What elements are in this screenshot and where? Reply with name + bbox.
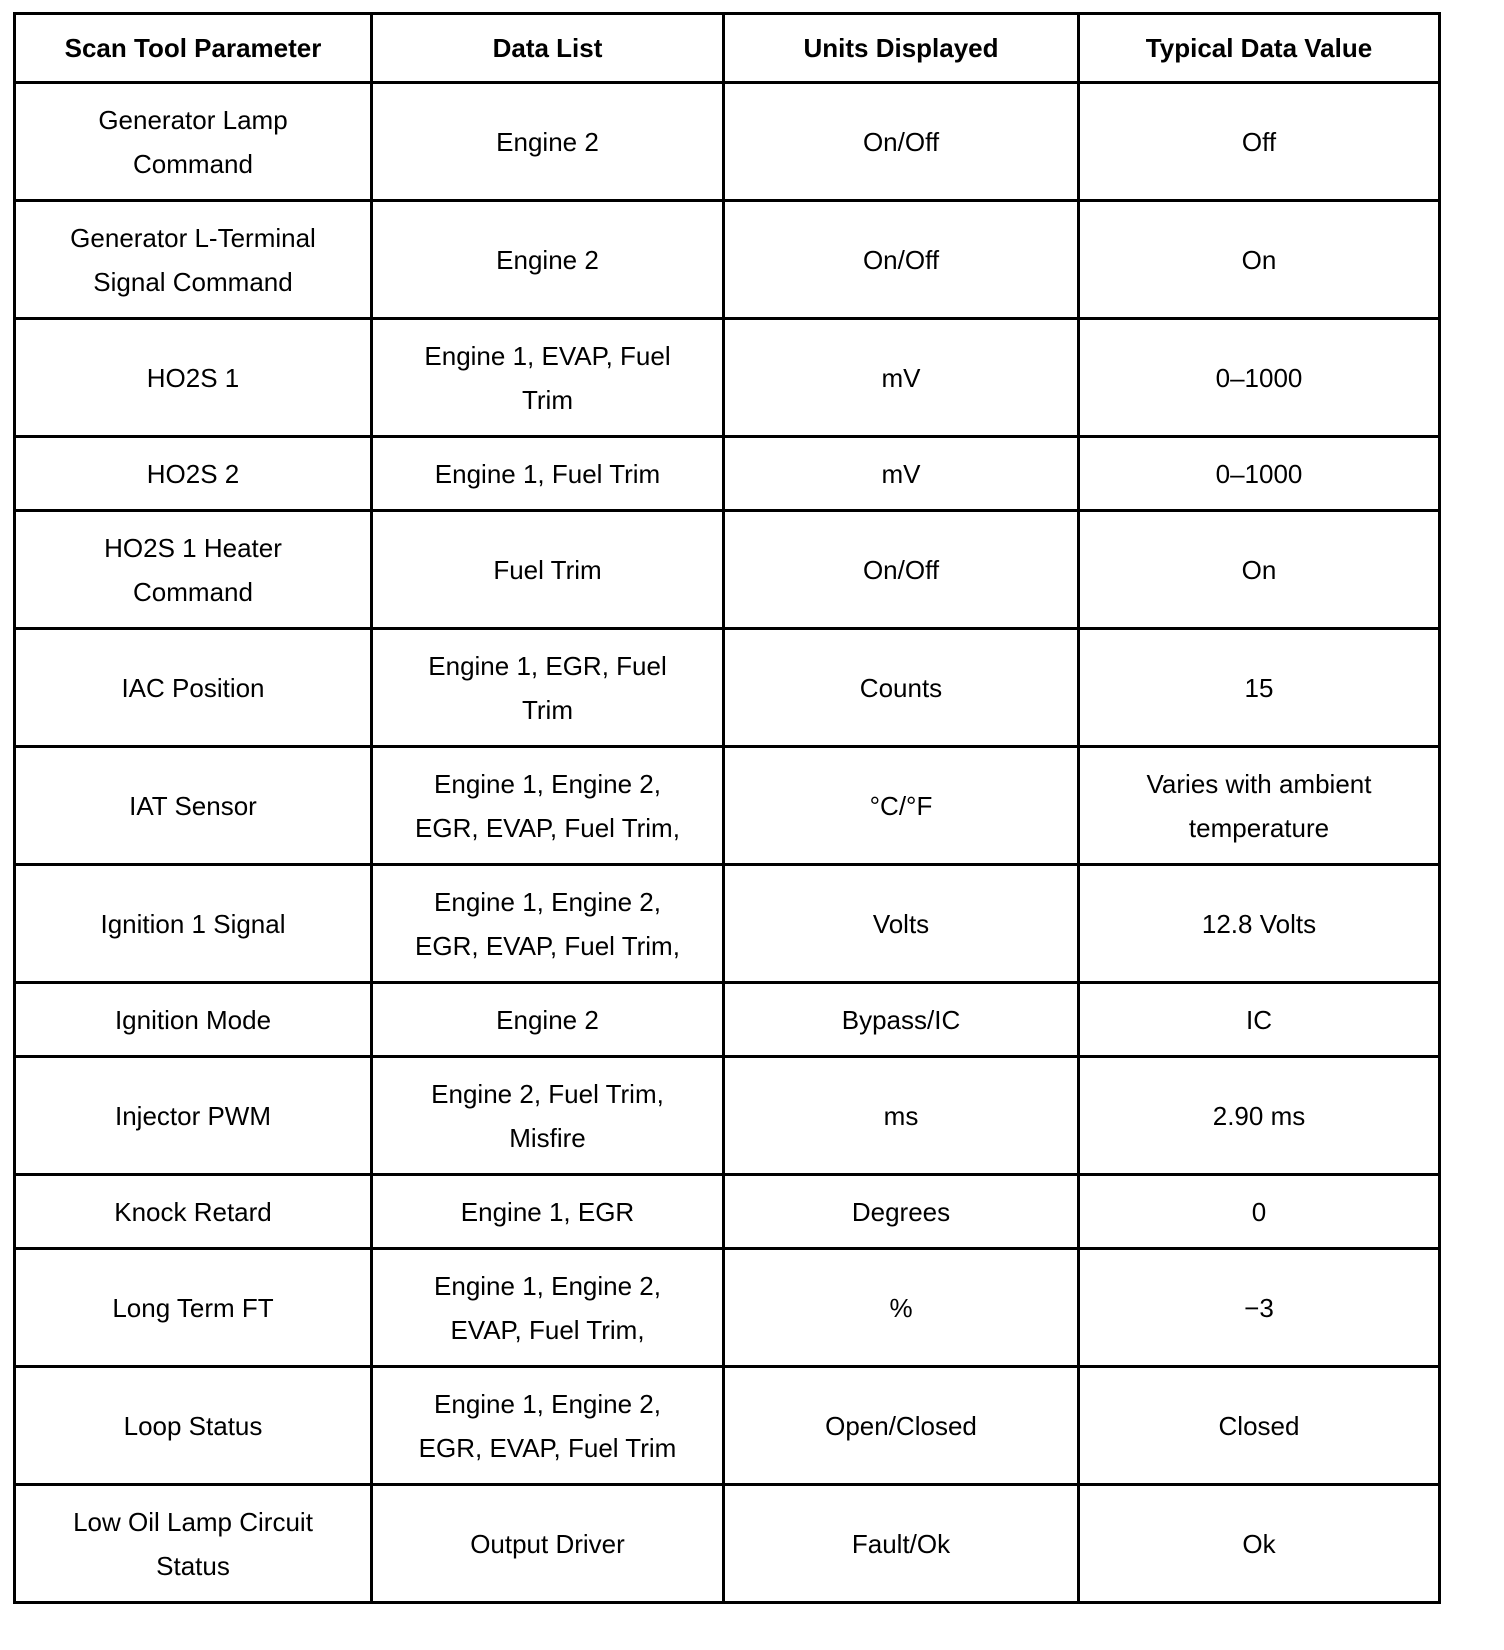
cell-typical-value: On xyxy=(1079,511,1440,629)
header-data-list: Data List xyxy=(372,14,724,83)
cell-data-list: Output Driver xyxy=(372,1485,724,1603)
scan-tool-data-table xyxy=(13,12,1441,1604)
cell-data-list: Engine 2 xyxy=(372,83,724,201)
cell-units: mV xyxy=(724,437,1079,511)
table-row xyxy=(15,1175,1440,1249)
cell-parameter: Knock Retard xyxy=(15,1175,372,1249)
cell-units: Fault/Ok xyxy=(724,1485,1079,1603)
cell-typical-value: 15 xyxy=(1079,629,1440,747)
cell-parameter: Long Term FT xyxy=(15,1249,372,1367)
cell-parameter: HO2S 1 xyxy=(15,319,372,437)
cell-typical-value: 12.8 Volts xyxy=(1079,865,1440,983)
cell-typical-value: Varies with ambient temperature xyxy=(1079,747,1440,865)
cell-data-list: Engine 2 xyxy=(372,983,724,1057)
table-row xyxy=(15,511,1440,629)
cell-units: mV xyxy=(724,319,1079,437)
cell-parameter: IAT Sensor xyxy=(15,747,372,865)
cell-data-list: Engine 1, Fuel Trim xyxy=(372,437,724,511)
cell-units: On/Off xyxy=(724,83,1079,201)
table-row xyxy=(15,983,1440,1057)
header-scan-tool-parameter: Scan Tool Parameter xyxy=(15,14,372,83)
table-header-row xyxy=(15,14,1440,83)
cell-parameter: Loop Status xyxy=(15,1367,372,1485)
table-row xyxy=(15,201,1440,319)
cell-units: Volts xyxy=(724,865,1079,983)
cell-typical-value: 0 xyxy=(1079,1175,1440,1249)
cell-data-list: Engine 1, Engine 2, EGR, EVAP, Fuel Trim, xyxy=(372,747,724,865)
cell-units: On/Off xyxy=(724,201,1079,319)
cell-data-list: Fuel Trim xyxy=(372,511,724,629)
table-row xyxy=(15,319,1440,437)
table-row xyxy=(15,865,1440,983)
header-typical-data-value: Typical Data Value xyxy=(1079,14,1440,83)
cell-parameter: HO2S 2 xyxy=(15,437,372,511)
cell-units: On/Off xyxy=(724,511,1079,629)
cell-data-list: Engine 2, Fuel Trim, Misfire xyxy=(372,1057,724,1175)
cell-parameter: Generator L-Terminal Signal Command xyxy=(15,201,372,319)
cell-units: °C/°F xyxy=(724,747,1079,865)
cell-typical-value: IC xyxy=(1079,983,1440,1057)
cell-data-list: Engine 1, EVAP, Fuel Trim xyxy=(372,319,724,437)
table-row xyxy=(15,1057,1440,1175)
cell-parameter: Generator Lamp Command xyxy=(15,83,372,201)
cell-typical-value: −3 xyxy=(1079,1249,1440,1367)
cell-parameter: Low Oil Lamp Circuit Status xyxy=(15,1485,372,1603)
cell-units: Counts xyxy=(724,629,1079,747)
cell-units: Degrees xyxy=(724,1175,1079,1249)
cell-parameter: HO2S 1 Heater Command xyxy=(15,511,372,629)
cell-data-list: Engine 1, Engine 2, EGR, EVAP, Fuel Trim xyxy=(372,1367,724,1485)
cell-typical-value: 2.90 ms xyxy=(1079,1057,1440,1175)
cell-parameter: Injector PWM xyxy=(15,1057,372,1175)
table-row xyxy=(15,1249,1440,1367)
cell-parameter: Ignition 1 Signal xyxy=(15,865,372,983)
cell-units: Open/Closed xyxy=(724,1367,1079,1485)
table-row xyxy=(15,1367,1440,1485)
cell-typical-value: Ok xyxy=(1079,1485,1440,1603)
cell-data-list: Engine 1, EGR xyxy=(372,1175,724,1249)
cell-typical-value: Closed xyxy=(1079,1367,1440,1485)
table-row xyxy=(15,629,1440,747)
cell-data-list: Engine 1, Engine 2, EVAP, Fuel Trim, xyxy=(372,1249,724,1367)
cell-typical-value: Off xyxy=(1079,83,1440,201)
header-units-displayed: Units Displayed xyxy=(724,14,1079,83)
table-row xyxy=(15,1485,1440,1603)
table-row xyxy=(15,83,1440,201)
cell-typical-value: On xyxy=(1079,201,1440,319)
cell-parameter: IAC Position xyxy=(15,629,372,747)
cell-data-list: Engine 2 xyxy=(372,201,724,319)
cell-units: % xyxy=(724,1249,1079,1367)
cell-typical-value: 0–1000 xyxy=(1079,319,1440,437)
cell-parameter: Ignition Mode xyxy=(15,983,372,1057)
cell-units: Bypass/IC xyxy=(724,983,1079,1057)
table-row xyxy=(15,437,1440,511)
table-row xyxy=(15,747,1440,865)
cell-data-list: Engine 1, EGR, Fuel Trim xyxy=(372,629,724,747)
cell-data-list: Engine 1, Engine 2, EGR, EVAP, Fuel Trim, xyxy=(372,865,724,983)
cell-typical-value: 0–1000 xyxy=(1079,437,1440,511)
cell-units: ms xyxy=(724,1057,1079,1175)
